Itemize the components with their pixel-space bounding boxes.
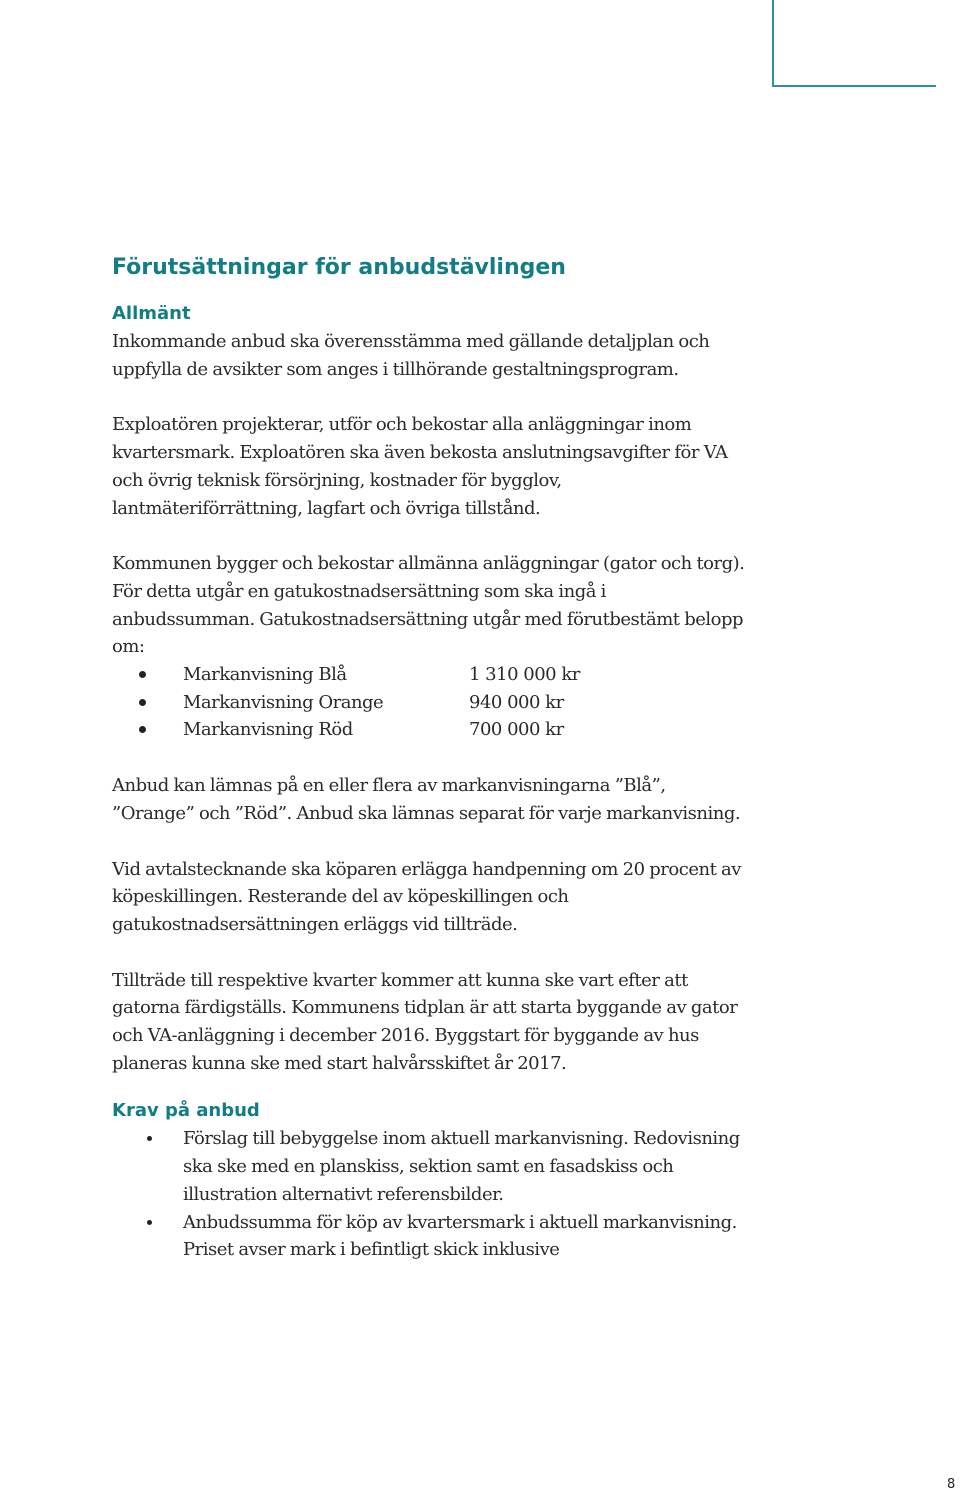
bullet-icon — [147, 1136, 152, 1141]
bullet-icon — [139, 671, 146, 678]
bullet-icon — [147, 1220, 152, 1225]
fee-name: Markanvisning Orange — [183, 691, 384, 713]
fee-list — [112, 661, 752, 744]
paragraph-developer-costs: Exploatören projekterar, utför och bekostar alla anläggningar inom kvartersmark. Exploatören ska även bekosta anslutningsavgifter för VA och övrig teknisk försörjning, kostnader för bygglov, lantmäteriförrättning, lagfart och övriga tillstånd. — [112, 414, 728, 519]
requirements-list — [112, 1125, 752, 1264]
paragraph-street-costs: Kommunen bygger och bekostar allmänna anläggningar (gator och torg). För detta utgår en gatukostnadsersättning som ska ingå i anbudssumman. Gatukostnadsersättning utgår med förutbestämt belopp om: — [112, 553, 745, 658]
page-number: 8 — [947, 1477, 956, 1492]
fee-item — [112, 689, 752, 717]
bullet-icon — [139, 699, 146, 706]
page-title: Förutsättningar för anbudstävlingen — [112, 255, 566, 280]
fee-amount: 940 000 kr — [469, 691, 564, 713]
section-heading-general: Allmänt — [112, 303, 191, 324]
fee-item — [112, 661, 752, 689]
requirement-item — [112, 1209, 752, 1264]
fee-name: Markanvisning Blå — [183, 664, 347, 686]
fee-amount: 700 000 kr — [469, 719, 564, 741]
requirement-text: Anbudssumma för köp av kvartersmark i aktuell markanvisning. Priset avser mark i befintligt skick inklusive — [183, 1211, 737, 1261]
document-body — [112, 250, 752, 1264]
section-heading-requirements: Krav på anbud — [112, 1100, 260, 1122]
fee-name: Markanvisning Röd — [183, 719, 353, 741]
fee-item — [112, 716, 752, 744]
fee-amount: 1 310 000 kr — [469, 664, 580, 686]
paragraph-payment: Vid avtalstecknande ska köparen erlägga handpenning om 20 procent av köpeskillingen. Resterande del av köpeskillingen och gatukostnadsersättningen erläggs vid tillträde. — [112, 858, 741, 935]
paragraph-intro: Inkommande anbud ska överensstämma med gällande detaljplan och uppfylla de avsikter som anges i tillhörande gestaltningsprogram. — [112, 331, 710, 380]
requirement-item — [112, 1125, 752, 1208]
bullet-icon — [139, 726, 146, 733]
paragraph-bid-options: Anbud kan lämnas på en eller flera av markanvisningarna ”Blå”, ”Orange” och ”Röd”. Anbud ska lämnas separat för varje markanvisning. — [112, 775, 741, 824]
requirement-text: Förslag till bebyggelse inom aktuell markanvisning. Redovisning ska ske med en planskiss, sektion samt en fasadskiss och illustration alternativt referensbilder. — [183, 1128, 740, 1205]
corner-decoration — [772, 0, 936, 87]
paragraph-access: Tillträde till respektive kvarter kommer att kunna ske vart efter att gatorna färdigställs. Kommunens tidplan är att starta byggande av gator och VA-anläggning i december 2016. Byggstart för byggande av hus planeras kunna ske med start halvårsskiftet år 2017. — [112, 969, 738, 1074]
